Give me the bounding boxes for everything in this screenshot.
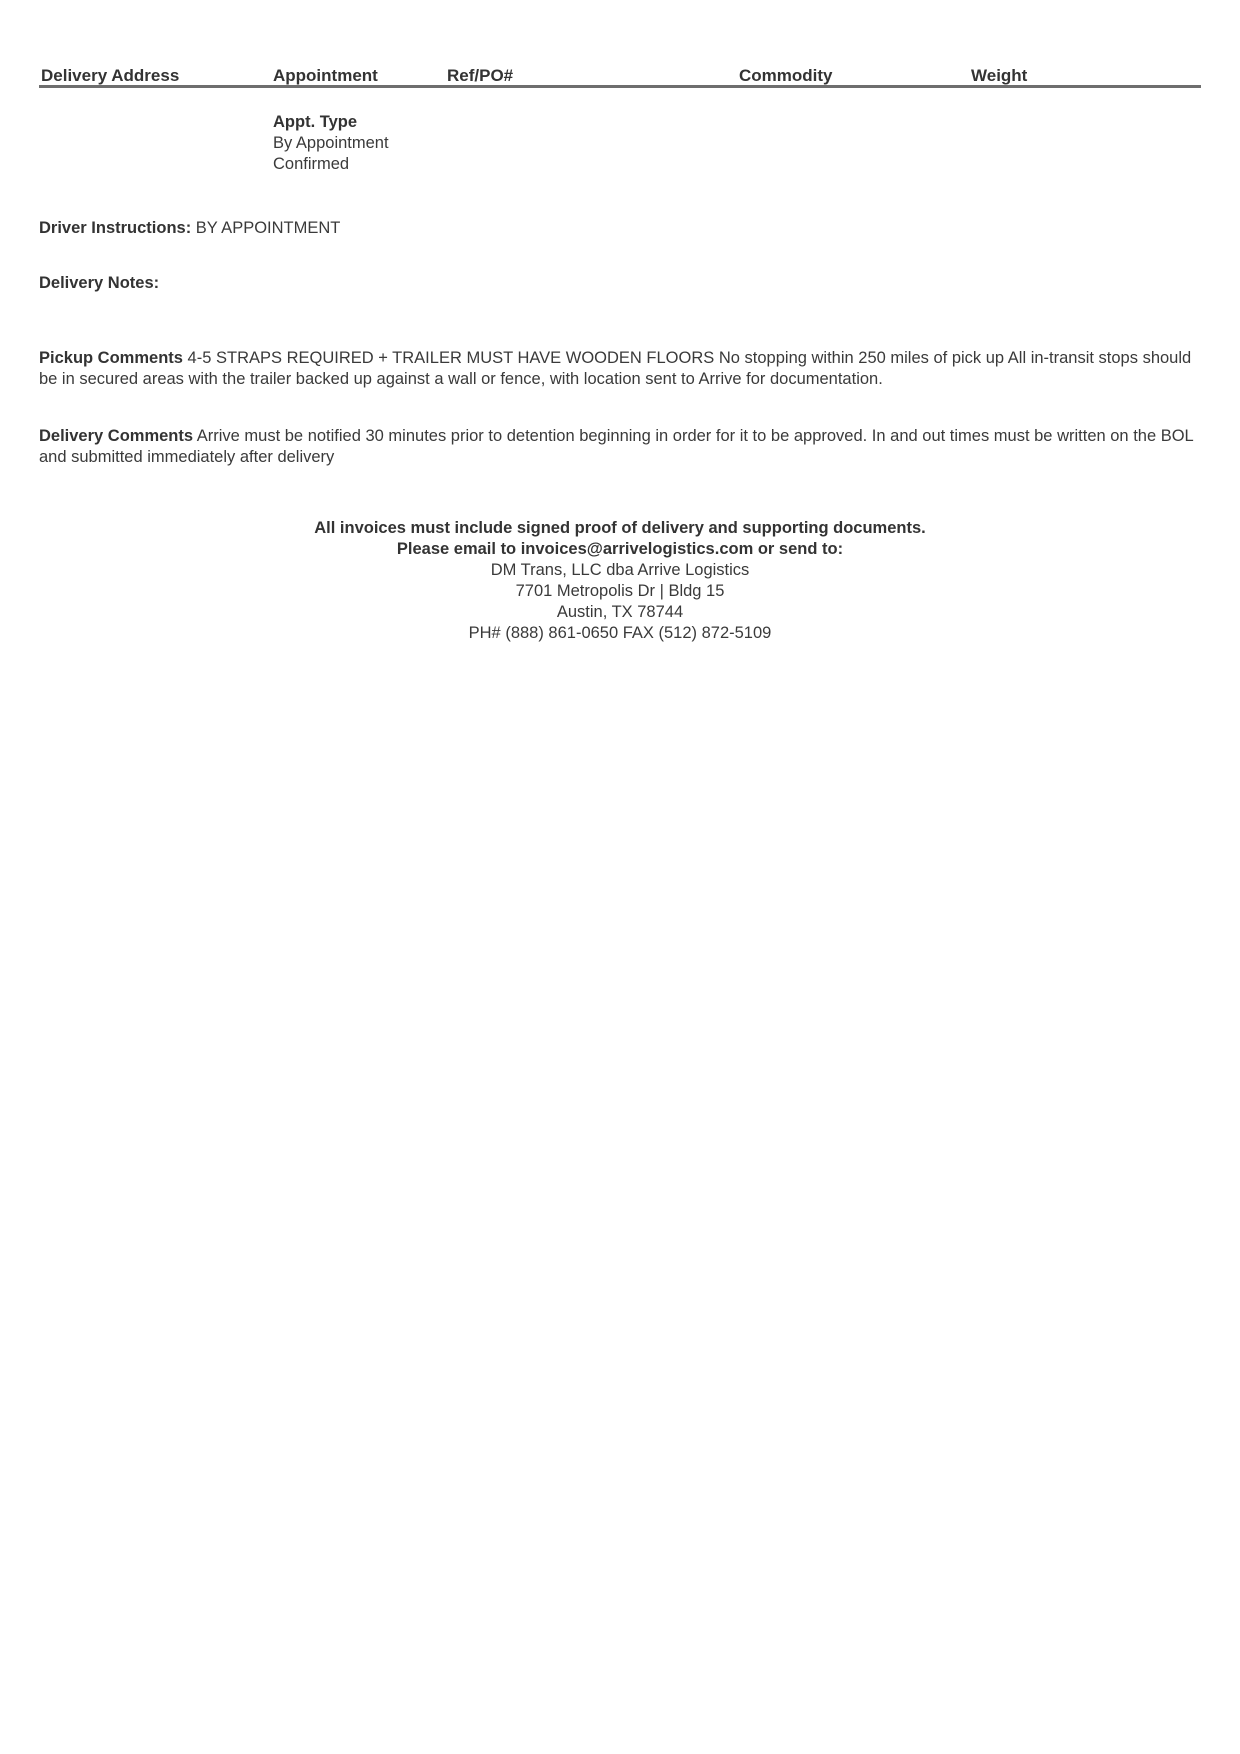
header-delivery-address: Delivery Address <box>41 66 180 85</box>
appt-status: Confirmed <box>273 155 350 173</box>
pickup-comments-label: Pickup Comments <box>39 349 183 367</box>
appt-type-label: Appt. Type <box>273 113 358 131</box>
footer-email-line: Please email to invoices@arrivelogistics.com or send to: <box>396 540 844 558</box>
footer-invoice-notice: All invoices must include signed proof of delivery and supporting documents. <box>314 519 926 537</box>
appointment-cell <box>273 112 389 175</box>
invoice-footer <box>39 518 1201 644</box>
appt-type-value: By Appointment <box>273 134 389 152</box>
footer-company: DM Trans, LLC dba Arrive Logistics <box>490 561 750 579</box>
footer-address-line1: 7701 Metropolis Dr | Bldg 15 <box>515 582 725 600</box>
delivery-comments-text: Arrive must be notified 30 minutes prior to detention beginning in order for it to be approved. In and out times must be written on the BOL and submitted immediately after delivery <box>39 427 1194 466</box>
header-appointment: Appointment <box>273 66 378 85</box>
stops-table-header <box>39 64 1201 88</box>
footer-phone-fax: PH# (888) 861-0650 FAX (512) 872-5109 <box>468 624 772 642</box>
delivery-comments <box>39 426 1201 468</box>
header-ref-po: Ref/PO# <box>447 66 514 85</box>
driver-instructions <box>39 218 340 239</box>
delivery-comments-label: Delivery Comments <box>39 427 194 445</box>
footer-address-line2: Austin, TX 78744 <box>556 603 684 621</box>
driver-instructions-label: Driver Instructions: <box>39 219 192 237</box>
pickup-comments-text: 4-5 STRAPS REQUIRED + TRAILER MUST HAVE WOODEN FLOORS No stopping within 250 miles of pick up All in-transit stops should be in secured areas with the trailer backed up against a wall or fence, with location sent to Arrive for documentation. <box>39 349 1192 388</box>
delivery-notes-label: Delivery Notes: <box>39 274 160 292</box>
header-commodity: Commodity <box>739 66 833 85</box>
pickup-comments <box>39 348 1201 390</box>
driver-instructions-value: BY APPOINTMENT <box>195 219 341 237</box>
header-weight: Weight <box>971 66 1028 85</box>
delivery-notes <box>39 273 159 294</box>
